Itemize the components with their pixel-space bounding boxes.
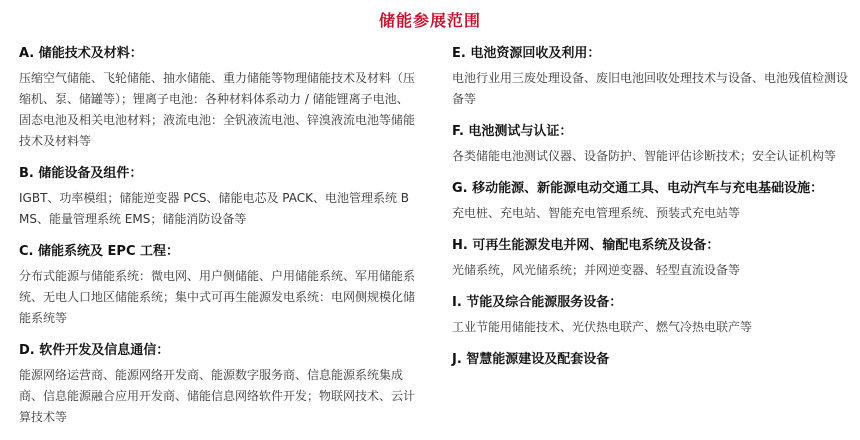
section-c-body: 分布式能源与储能系统：微电网、用户侧储能、户用储能系统、军用储能系统、无电人口地区储能系统；集中式可再生能源发电系统：电网侧规模化储能系统等 (19, 269, 416, 325)
right-column (452, 44, 852, 381)
section-h-body: 光储系统，风光储系统；并网逆变器、轻型直流设备等 (452, 263, 741, 277)
section-i (452, 293, 852, 338)
section-e-body: 电池行业用三废处理设备、废旧电池回收处理技术与设备、电池残值检测设备等 (452, 71, 849, 106)
section-a (19, 44, 417, 152)
section-g-heading: G. 移动能源、新能源电动交通工具、电动汽车与充电基础设施： (452, 181, 824, 196)
section-c (19, 242, 417, 329)
section-i-heading: I. 节能及综合能源服务设备： (452, 295, 623, 310)
section-c-heading: C. 储能系统及 EPC 工程： (19, 244, 180, 259)
section-d-heading: D. 软件开发及信息通信： (19, 343, 170, 358)
section-a-body: 压缩空气储能、飞轮储能、抽水储能、重力储能等物理储能技术及材料（压缩机、泵、储罐等）；锂离子电池：各种材料体系动力 / 储能锂离子电池、固态电池及相关电池材料；液流电池：全钒液流电池、锌溴液流电池等储能技术及材料等 (19, 71, 416, 148)
section-f-heading: F. 电池测试与认证： (452, 124, 573, 139)
section-a-heading: A. 储能技术及材料： (19, 46, 143, 61)
section-g-body: 充电桩、充电站、智能充电管理系统、预装式充电站等 (452, 206, 741, 220)
section-j-heading: J. 智慧能源建设及配套设备 (452, 352, 610, 367)
section-b (19, 164, 417, 230)
section-i-body: 工业节能用储能技术、光伏热电联产、燃气冷热电联产等 (452, 320, 753, 334)
page-title: 储能参展范围 (378, 11, 481, 30)
section-d-body: 能源网络运营商、能源网络开发商、能源数字服务商、信息能源系统集成商、信息能源融合应用开发商、储能信息网络软件开发；物联网技术、云计算技术等 (19, 368, 416, 424)
section-e-heading: E. 电池资源回收及利用： (452, 46, 601, 61)
section-d (19, 341, 417, 428)
section-e (452, 44, 852, 110)
section-f (452, 122, 852, 167)
section-h (452, 236, 852, 281)
section-f-body: 各类储能电池测试仪器、设备防护、智能评估诊断技术；安全认证机构等 (452, 149, 837, 163)
left-column (19, 44, 417, 440)
section-g (452, 179, 852, 224)
section-b-body: IGBT、功率模组；储能逆变器 PCS、储能电芯及 PACK、电池管理系统 BMS、能量管理系统 EMS；储能消防设备等 (19, 191, 410, 226)
section-j (452, 350, 852, 369)
section-b-heading: B. 储能设备及组件： (19, 166, 143, 181)
section-h-heading: H. 可再生能源发电并网、输配电系统及设备： (452, 238, 720, 253)
